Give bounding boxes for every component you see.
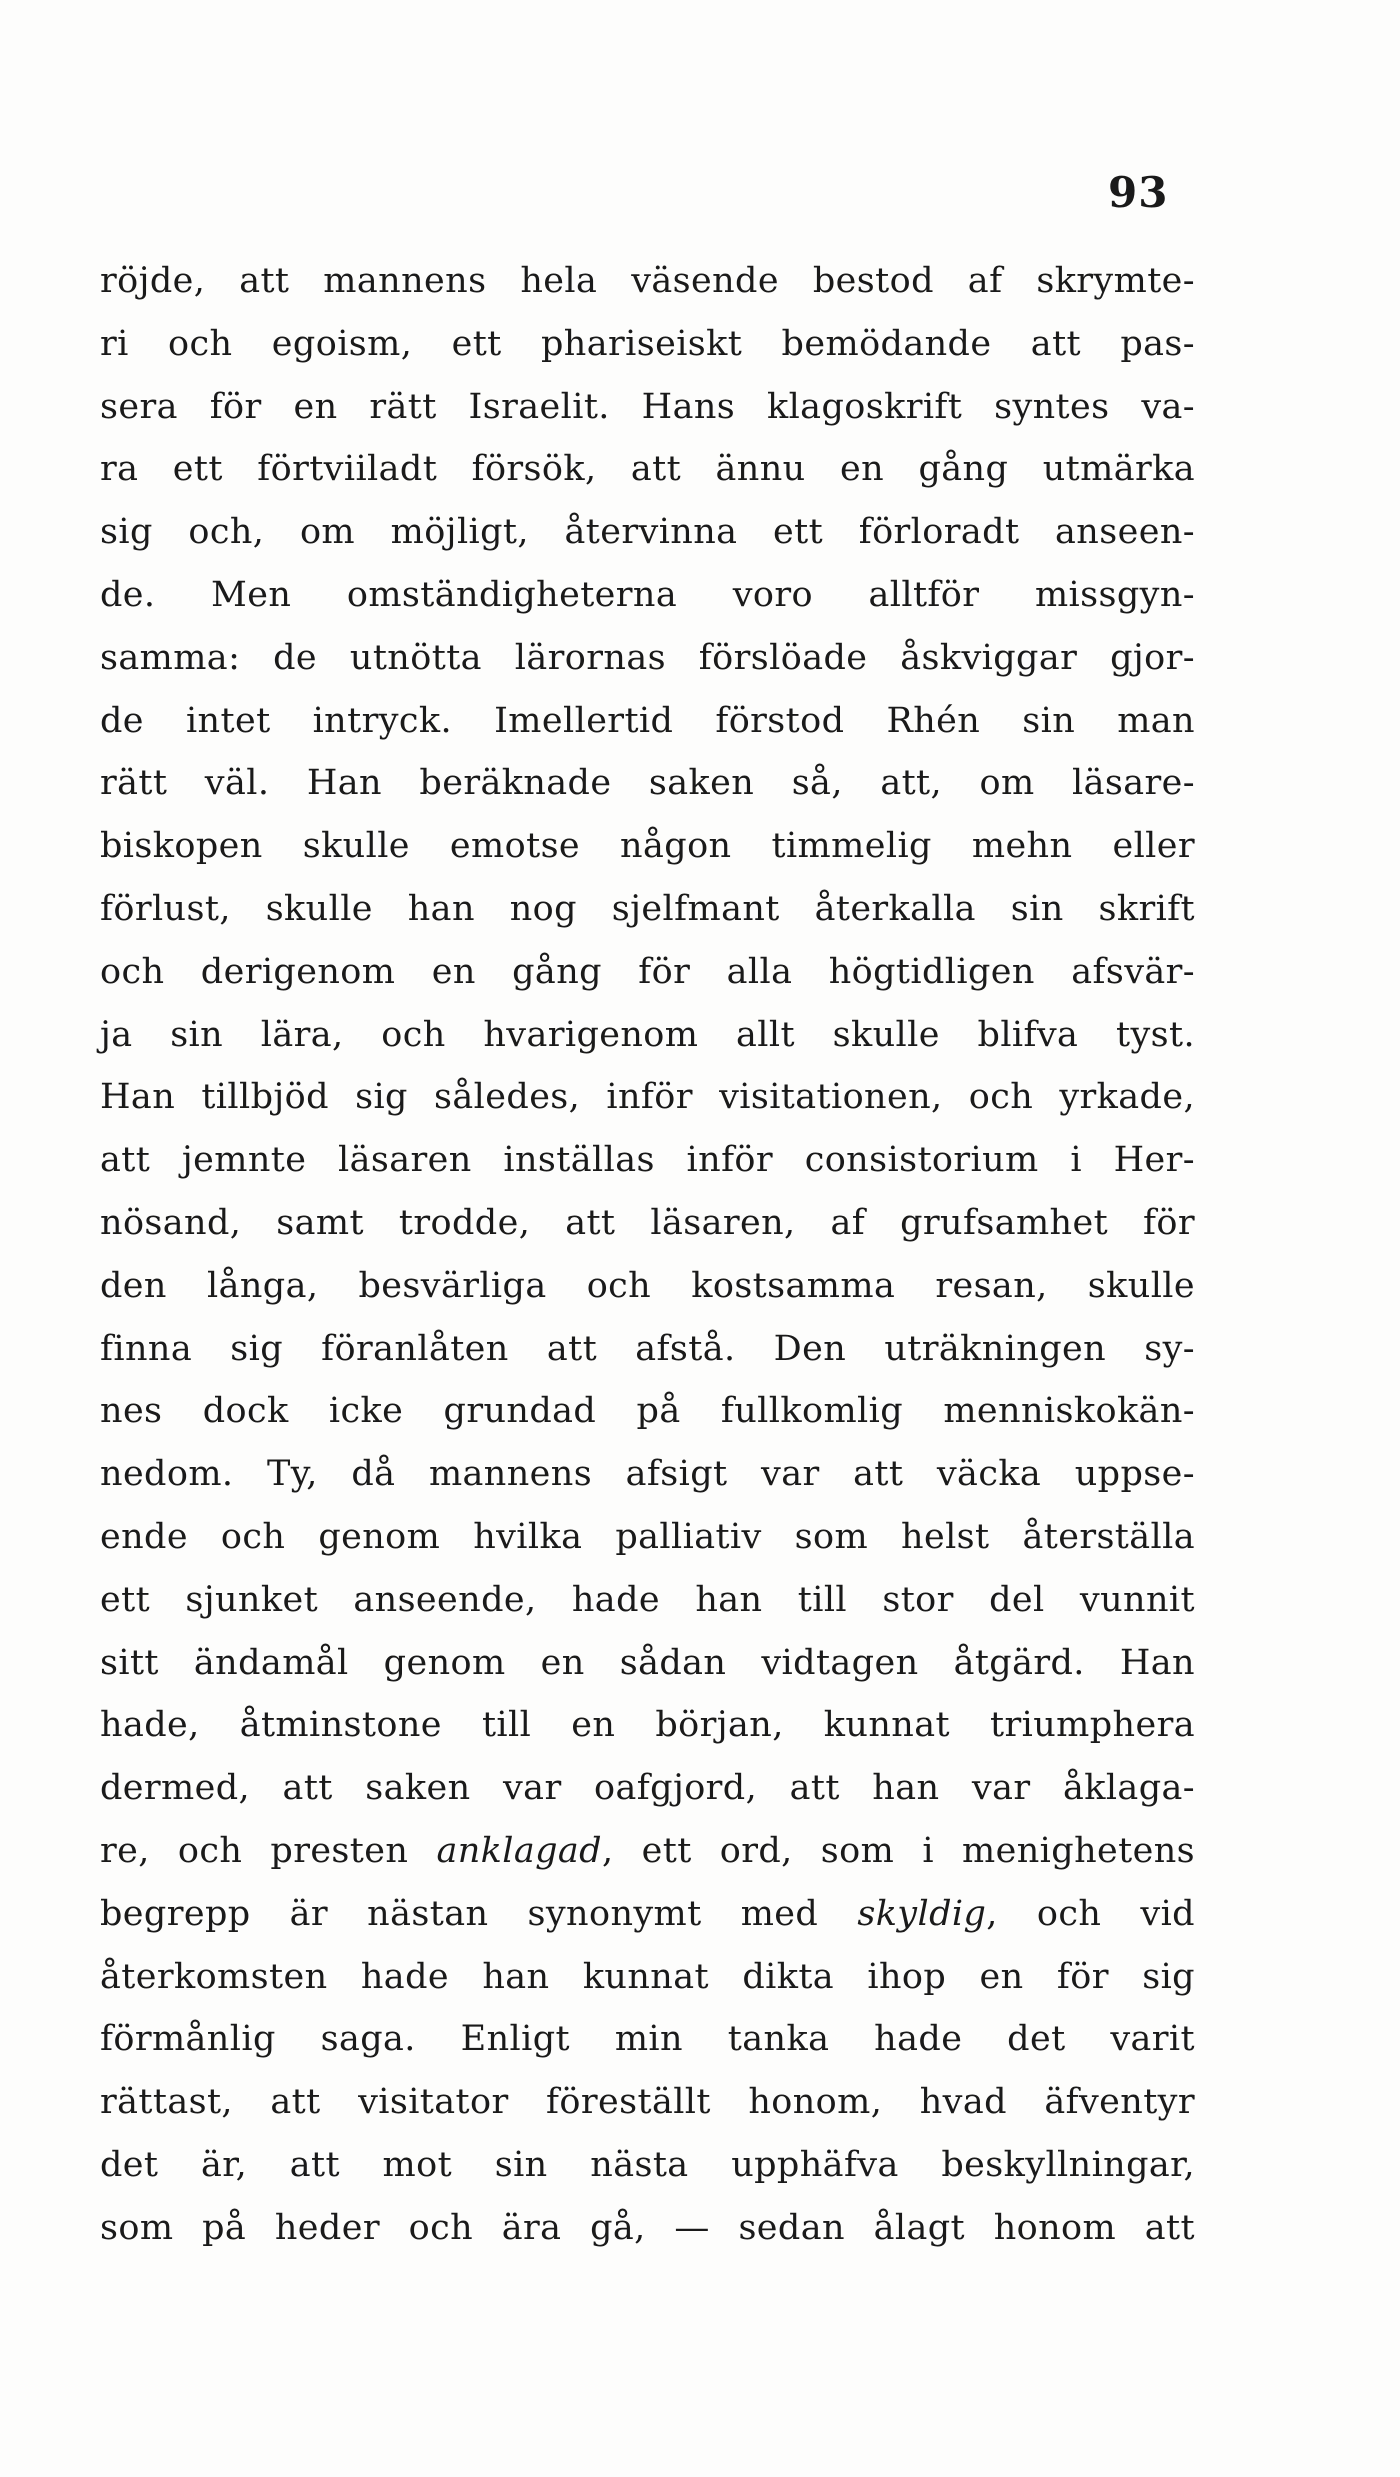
text-line: ja sin lära, och hvarigenom allt skulle blifva tyst. — [100, 1014, 1195, 1055]
text-line: ra ett förtviiladt försök, att ännu en gång utmärka — [100, 449, 1195, 490]
text-line: ri och egoism, ett phariseiskt bemödande att pas- — [100, 323, 1195, 364]
text-line: nes dock icke grundad på fullkomlig menniskokän- — [100, 1391, 1195, 1432]
text-line-mixed — [100, 1820, 1195, 1883]
text-segment: , och vid — [986, 1893, 1195, 1934]
text-line: de intet intryck. Imellertid förstod Rhén sin man — [100, 700, 1195, 741]
text-line: sera för en rätt Israelit. Hans klagoskrift syntes va- — [100, 386, 1195, 427]
text-line: förlust, skulle han nog sjelfmant återkalla sin skrift — [100, 888, 1195, 929]
text-line: ett sjunket anseende, hade han till stor del vunnit — [100, 1579, 1195, 1620]
text-line: förmånlig saga. Enligt min tanka hade det varit — [100, 2019, 1195, 2060]
text-line: återkomsten hade han kunnat dikta ihop en för sig — [100, 1956, 1195, 1997]
text-line: det är, att mot sin nästa upphäfva beskyllningar, — [100, 2144, 1195, 2185]
text-line: att jemnte läsaren inställas inför consistorium i Her- — [100, 1140, 1195, 1181]
text-line: den långa, besvärliga och kostsamma resan, skulle — [100, 1265, 1195, 1306]
text-line: röjde, att mannens hela väsende bestod af skrymte- — [100, 261, 1195, 301]
text-line: samma: de utnötta lärornas förslöade åskviggar gjor- — [100, 637, 1195, 678]
text-line: biskopen skulle emotse någon timmelig mehn eller — [100, 826, 1195, 867]
text-line: rättast, att visitator föreställt honom, hvad äfventyr — [100, 2082, 1195, 2123]
italic-word: skyldig — [857, 1893, 987, 1934]
italic-word: anklagad — [436, 1830, 602, 1871]
text-line: rätt väl. Han beräknade saken så, att, om läsare- — [100, 763, 1195, 804]
text-segment: re, och presten — [100, 1830, 409, 1871]
text-line-mixed — [100, 1883, 1195, 1946]
text-segment: , ett ord, som i menighetens — [602, 1830, 1196, 1871]
text-line: finna sig föranlåten att afstå. Den uträkningen sy- — [100, 1328, 1195, 1369]
text-line: sitt ändamål genom en sådan vidtagen åtgärd. Han — [100, 1642, 1195, 1683]
text-line: de. Men omständigheterna voro alltför missgyn- — [100, 574, 1195, 615]
text-line: ende och genom hvilka palliativ som helst återställa — [100, 1516, 1195, 1557]
text-segment: begrepp är nästan synonymt med — [100, 1893, 819, 1934]
text-line: sig och, om möjligt, återvinna ett förloradt anseen- — [100, 512, 1195, 553]
text-line: hade, åtminstone till en början, kunnat triumphera — [100, 1705, 1195, 1746]
text-line: som på heder och ära gå, — sedan ålagt honom att — [100, 2207, 1195, 2248]
body-text — [100, 250, 1195, 2260]
text-line: nedom. Ty, då mannens afsigt var att väcka uppse- — [100, 1454, 1195, 1495]
page-number: 93 — [1108, 168, 1169, 217]
text-line: nösand, samt trodde, att läsaren, af grufsamhet för — [100, 1202, 1195, 1243]
text-line: och derigenom en gång för alla högtidligen afsvär- — [100, 951, 1195, 992]
text-line: Han tillbjöd sig således, inför visitationen, och yrkade, — [100, 1077, 1195, 1118]
text-line: dermed, att saken var oafgjord, att han var åklaga- — [100, 1768, 1195, 1809]
